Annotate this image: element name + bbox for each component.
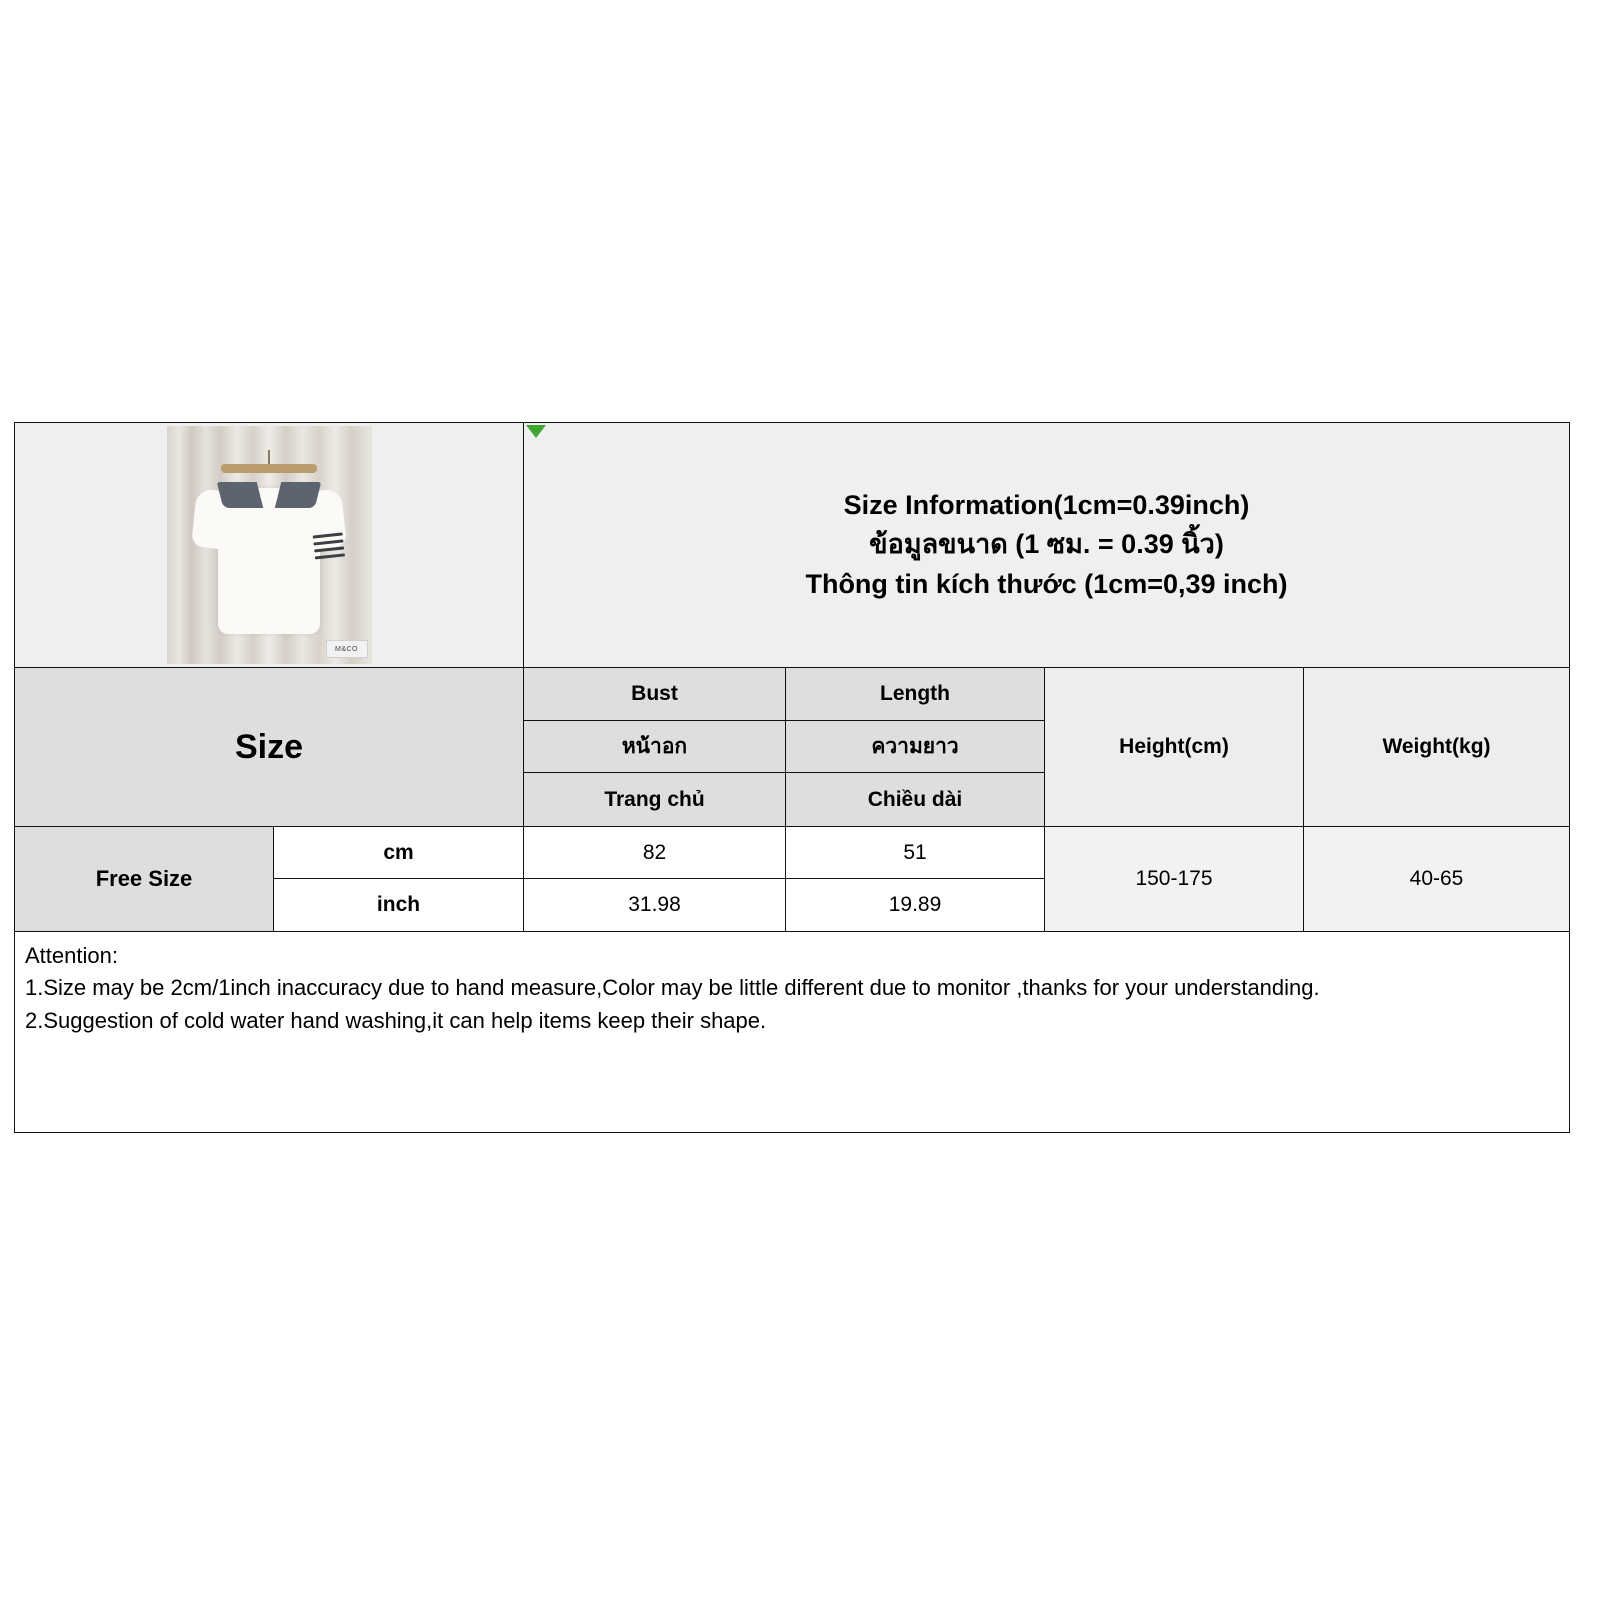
title-line-vietnamese: Thông tin kích thước (1cm=0,39 inch) xyxy=(805,568,1288,599)
column-header-bust-vi: Trang chủ xyxy=(604,787,705,811)
row-length-inch: 19.89 xyxy=(888,893,942,916)
row-bust-values xyxy=(524,827,786,931)
row-unit-column xyxy=(274,827,524,931)
size-chart-table xyxy=(14,422,1570,1133)
sleeve-stripes xyxy=(313,532,345,555)
row-bust-cm: 82 xyxy=(524,827,785,879)
attention-heading: Attention: xyxy=(25,943,118,968)
row-length-cm: 51 xyxy=(786,827,1044,879)
column-header-length xyxy=(786,668,1045,826)
column-header-length-en: Length xyxy=(786,668,1044,721)
title-line-english: Size Information(1cm=0.39inch) xyxy=(843,490,1250,521)
row-unit-inch: inch xyxy=(376,893,421,916)
shirt-collar-left xyxy=(217,482,263,508)
column-header-weight: Weight(kg) xyxy=(1304,668,1569,826)
row-length-values xyxy=(786,827,1045,931)
product-photo xyxy=(167,426,372,664)
attention-note-2: 2.Suggestion of cold water hand washing,it can help items keep their shape. xyxy=(25,1007,767,1033)
column-header-bust-en: Bust xyxy=(524,668,785,721)
row-height-value: 150-175 xyxy=(1045,827,1304,931)
shirt-illustration xyxy=(194,470,344,636)
title-line-thai: ข้อมูลขนาด (1 ซม. = 0.39 นิ้ว) xyxy=(869,529,1224,560)
product-tag: M&CO xyxy=(326,640,368,658)
attention-block xyxy=(15,932,1569,1132)
column-header-bust xyxy=(524,668,786,826)
column-header-length-th: ความยาว xyxy=(786,721,1044,774)
shirt-collar-right xyxy=(275,482,321,508)
attention-note-1: 1.Size may be 2cm/1inch inaccuracy due to hand measure,Color may be little different due to monitor ,thanks for your understanding. xyxy=(25,975,1320,1001)
row-bust-inch: 31.98 xyxy=(628,893,681,916)
column-header-bust-th: หน้าอก xyxy=(524,721,785,774)
chart-column-header-row xyxy=(15,668,1569,827)
title-cell xyxy=(524,423,1569,667)
column-header-height: Height(cm) xyxy=(1045,668,1304,826)
column-header-size: Size xyxy=(15,668,524,826)
row-size-label: Free Size xyxy=(15,827,274,931)
chart-header-row xyxy=(15,423,1569,668)
table-row xyxy=(15,827,1569,932)
column-header-length-vi: Chiều dài xyxy=(867,787,963,811)
product-photo-cell xyxy=(15,423,524,667)
row-unit-cm: cm xyxy=(274,827,523,879)
row-weight-value: 40-65 xyxy=(1304,827,1569,931)
green-triangle-icon xyxy=(526,425,546,438)
